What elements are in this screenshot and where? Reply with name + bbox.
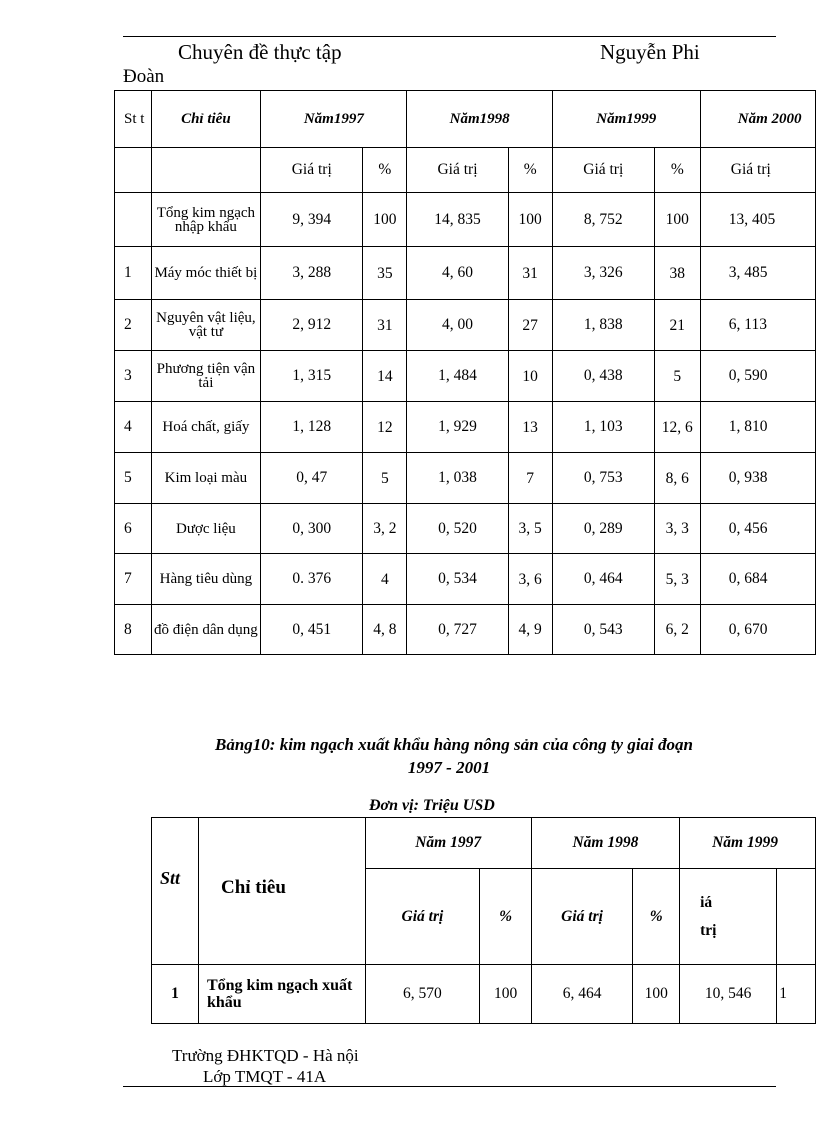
col-stt-header: St t — [115, 91, 152, 148]
export-table — [151, 817, 816, 1024]
col-chitieu-header: Chỉ tiêu — [198, 818, 365, 965]
row-pct: 4, 9 — [508, 605, 552, 655]
row-pct: 100 — [508, 193, 552, 247]
row-value: 0, 727 — [407, 605, 508, 655]
row-value: 6, 113 — [700, 300, 815, 351]
year-header-1999: Năm1999 — [552, 91, 700, 148]
table-row — [115, 504, 816, 554]
table-row — [115, 247, 816, 300]
row-pct: 12 — [363, 402, 407, 453]
subheader-pct: % — [363, 148, 407, 193]
row-value: 10, 546 — [680, 965, 777, 1024]
row-name: Phương tiện vận tải — [151, 351, 261, 402]
row-value: 1, 038 — [407, 453, 508, 504]
row-value: 0, 464 — [552, 554, 654, 605]
subheader-pct: % — [480, 869, 531, 965]
row-pct: 4 — [363, 554, 407, 605]
row-pct: 3, 2 — [363, 504, 407, 554]
row-value: 1, 810 — [700, 402, 815, 453]
row-pct: 3, 6 — [508, 554, 552, 605]
footer-rule — [123, 1086, 776, 1087]
row-pct: 3, 3 — [654, 504, 700, 554]
row-value: 0, 543 — [552, 605, 654, 655]
row-value: 0, 590 — [700, 351, 815, 402]
row-value: 0, 520 — [407, 504, 508, 554]
row-name: Tổng kim ngạch nhập khẩu — [151, 193, 261, 247]
subheader-value: Giá trị — [700, 148, 815, 193]
row-pct: 10 — [508, 351, 552, 402]
year-header-1998: Năm 1998 — [531, 818, 679, 869]
row-value: 14, 835 — [407, 193, 508, 247]
table-caption-years: 1997 - 2001 — [407, 758, 491, 777]
row-stt: 2 — [115, 300, 152, 351]
row-pct: 35 — [363, 247, 407, 300]
table-row — [115, 554, 816, 605]
row-stt: 3 — [115, 351, 152, 402]
row-value: 2, 912 — [261, 300, 363, 351]
row-value: 0, 456 — [700, 504, 815, 554]
row-stt: 1 — [152, 965, 199, 1024]
subheader-pct: % — [654, 148, 700, 193]
header-right: Nguyễn Phi — [600, 40, 700, 64]
col-chitieu-header: Chỉ tiêu — [151, 91, 261, 148]
row-value: 1, 103 — [552, 402, 654, 453]
row-value: 1, 838 — [552, 300, 654, 351]
row-stt: 7 — [115, 554, 152, 605]
footer-line2: Lớp TMQT - 41A — [203, 1067, 327, 1086]
header-line2: Đoàn — [123, 66, 165, 87]
row-pct: 100 — [480, 965, 531, 1024]
row-value: 0, 47 — [261, 453, 363, 504]
row-name: Tổng kim ngạch xuất khẩu — [198, 965, 365, 1024]
row-pct: 31 — [363, 300, 407, 351]
row-pct: 100 — [363, 193, 407, 247]
subheader-value: Giá trị — [365, 869, 480, 965]
year-header-1997: Năm1997 — [261, 91, 407, 148]
empty-cell — [151, 148, 261, 193]
row-value: 1, 315 — [261, 351, 363, 402]
subheader-value: Giá trị — [531, 869, 633, 965]
row-stt: 4 — [115, 402, 152, 453]
table-row — [115, 402, 816, 453]
subheader-value: Giá trị — [552, 148, 654, 193]
row-pct: 4, 8 — [363, 605, 407, 655]
year-header-1997: Năm 1997 — [365, 818, 531, 869]
row-stt: 8 — [115, 605, 152, 655]
row-value: 1, 484 — [407, 351, 508, 402]
table-caption: Bảng10: kim ngạch xuất khẩu hàng nông sản của công ty giai đoạn — [214, 735, 693, 754]
row-value: 13, 405 — [700, 193, 815, 247]
row-pct: 100 — [633, 965, 680, 1024]
row-value: 0, 438 — [552, 351, 654, 402]
header-left: Chuyên đề thực tập — [178, 40, 342, 64]
row-name: đồ điện dân dụng — [151, 605, 261, 655]
col-stt-header: Stt — [152, 818, 199, 965]
subheader-value: Giá trị — [407, 148, 508, 193]
row-pct: 100 — [654, 193, 700, 247]
row-pct: 5 — [363, 453, 407, 504]
row-value: 8, 752 — [552, 193, 654, 247]
row-pct: 27 — [508, 300, 552, 351]
row-value: 0, 938 — [700, 453, 815, 504]
row-name: Kim loại màu — [151, 453, 261, 504]
subheader-pct: % — [633, 869, 680, 965]
row-value: 3, 288 — [261, 247, 363, 300]
row-value: 1, 128 — [261, 402, 363, 453]
row-pct: 12, 6 — [654, 402, 700, 453]
row-stt: 6 — [115, 504, 152, 554]
subheader-value: Giá trị — [261, 148, 363, 193]
year-header-1998: Năm1998 — [407, 91, 552, 148]
year-header-2000: Năm 2000 — [700, 91, 815, 148]
row-pct: 14 — [363, 351, 407, 402]
row-value: 6, 570 — [365, 965, 480, 1024]
row-value: 0, 670 — [700, 605, 815, 655]
empty-cell — [115, 148, 152, 193]
row-pct: 3, 5 — [508, 504, 552, 554]
row-value: 1, 929 — [407, 402, 508, 453]
footer-line1: Trường ĐHKTQD - Hà nội — [172, 1046, 359, 1065]
table-row — [115, 300, 816, 351]
import-table-body — [115, 193, 816, 655]
row-value: 3, 326 — [552, 247, 654, 300]
table-row — [115, 453, 816, 504]
row-pct: 8, 6 — [654, 453, 700, 504]
row-pct: 13 — [508, 402, 552, 453]
row-value: 0, 451 — [261, 605, 363, 655]
table-row — [115, 605, 816, 655]
row-value: 9, 394 — [261, 193, 363, 247]
row-value: 4, 00 — [407, 300, 508, 351]
row-value: 0, 684 — [700, 554, 815, 605]
subheader-value-cut: iá trị — [680, 869, 777, 965]
row-pct: 1 — [777, 965, 816, 1024]
row-name: Nguyên vật liệu, vật tư — [151, 300, 261, 351]
row-pct: 38 — [654, 247, 700, 300]
row-pct: 5, 3 — [654, 554, 700, 605]
row-value: 3, 485 — [700, 247, 815, 300]
header-rule — [123, 36, 776, 37]
table-row — [115, 351, 816, 402]
row-value: 0. 376 — [261, 554, 363, 605]
row-pct: 31 — [508, 247, 552, 300]
import-table — [114, 90, 816, 655]
row-value: 0, 534 — [407, 554, 508, 605]
row-value: 0, 289 — [552, 504, 654, 554]
row-value: 0, 300 — [261, 504, 363, 554]
row-name: Máy móc thiết bị — [151, 247, 261, 300]
row-stt: 5 — [115, 453, 152, 504]
row-name: Hàng tiêu dùng — [151, 554, 261, 605]
row-value: 0, 753 — [552, 453, 654, 504]
row-name: Hoá chất, giấy — [151, 402, 261, 453]
row-pct: 6, 2 — [654, 605, 700, 655]
table-row — [115, 193, 816, 247]
row-stt: 1 — [115, 247, 152, 300]
empty-cell — [777, 869, 816, 965]
row-pct: 5 — [654, 351, 700, 402]
subheader-pct: % — [508, 148, 552, 193]
row-value: 6, 464 — [531, 965, 633, 1024]
unit-label: Đơn vị: Triệu USD — [369, 797, 495, 814]
year-header-1999: Năm 1999 — [680, 818, 816, 869]
row-pct: 21 — [654, 300, 700, 351]
row-stt — [115, 193, 152, 247]
row-pct: 7 — [508, 453, 552, 504]
row-value: 4, 60 — [407, 247, 508, 300]
row-name: Dược liệu — [151, 504, 261, 554]
